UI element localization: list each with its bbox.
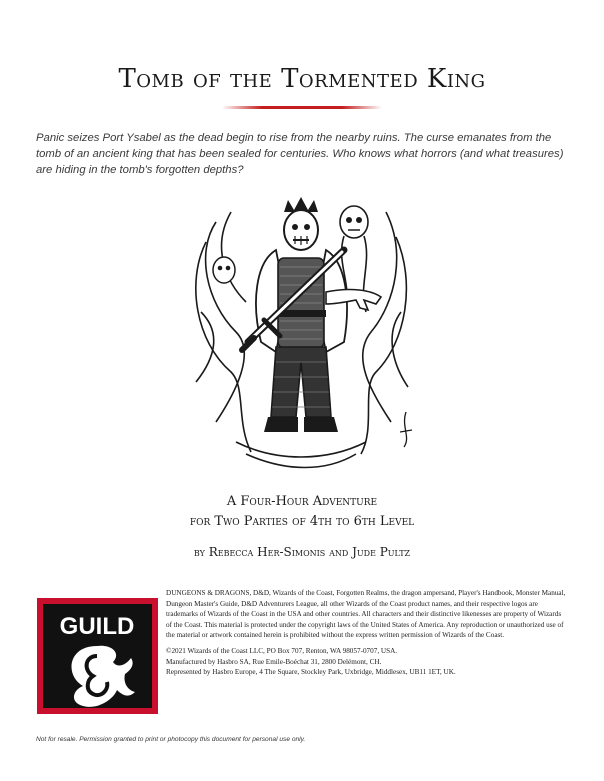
tormented-king-illustration: [176, 192, 426, 474]
svg-text:GUILD: GUILD: [59, 613, 135, 640]
authors-line: by Rebecca Her-Simonis and Jude Pultz: [193, 545, 411, 559]
title-divider: [222, 106, 382, 109]
copyright-line: ©2021 Wizards of the Coast LLC, PO Box 707, Renton, WA 98057-0707, USA.: [166, 646, 398, 655]
legal-notice: [166, 588, 566, 678]
dnd-guild-logo: [37, 598, 158, 714]
resale-footer: Not for resale. Permission granted to print or photocopy this document for personal use only.: [36, 736, 306, 743]
manufacturer-line: Manufactured by Hasbro SA, Rue Emile-Boéchat 31, 2800 Delémont, CH.: [166, 657, 382, 666]
representative-line: Represented by Hasbro Europe, 4 The Square, Stockley Park, Uxbridge, Middlesex, UB11 1ET, UK.: [166, 668, 456, 677]
intro-text: Panic seizes Port Ysabel as the dead begin to rise from the nearby ruins. The curse emanates from the tomb of an ancient king that has been sealed for centuries. Who knows what horrors (and what treasures) are hiding in the tomb's forgotten depths?: [36, 132, 564, 176]
adventure-subtitle-line2: for Two Parties of 4th to 6th Level: [189, 514, 415, 529]
page-title: Tomb of the Tormented King: [118, 64, 486, 94]
adventure-subtitle-line1: A Four-Hour Adventure: [226, 494, 378, 509]
trademark-notice: DUNGEONS & DRAGONS, D&D, Wizards of the Coast, Forgotten Realms, the dragon ampersand, Player's Handbook, Monster Manual, Dungeon Master's Guide, D&D Adventurers League, all other Wizards of the Coast product names, and their respective logos are trademarks of Wizards of the Coast in the USA and other countries. All characters and their distinctive likenesses are property of Wizards of the Coast. This material is protected under the copyright laws of the United States of America. Any reproduction or unauthorized use of the material or artwork contained herein is prohibited without the express written permission of Wizards of the Coast.: [166, 589, 566, 640]
